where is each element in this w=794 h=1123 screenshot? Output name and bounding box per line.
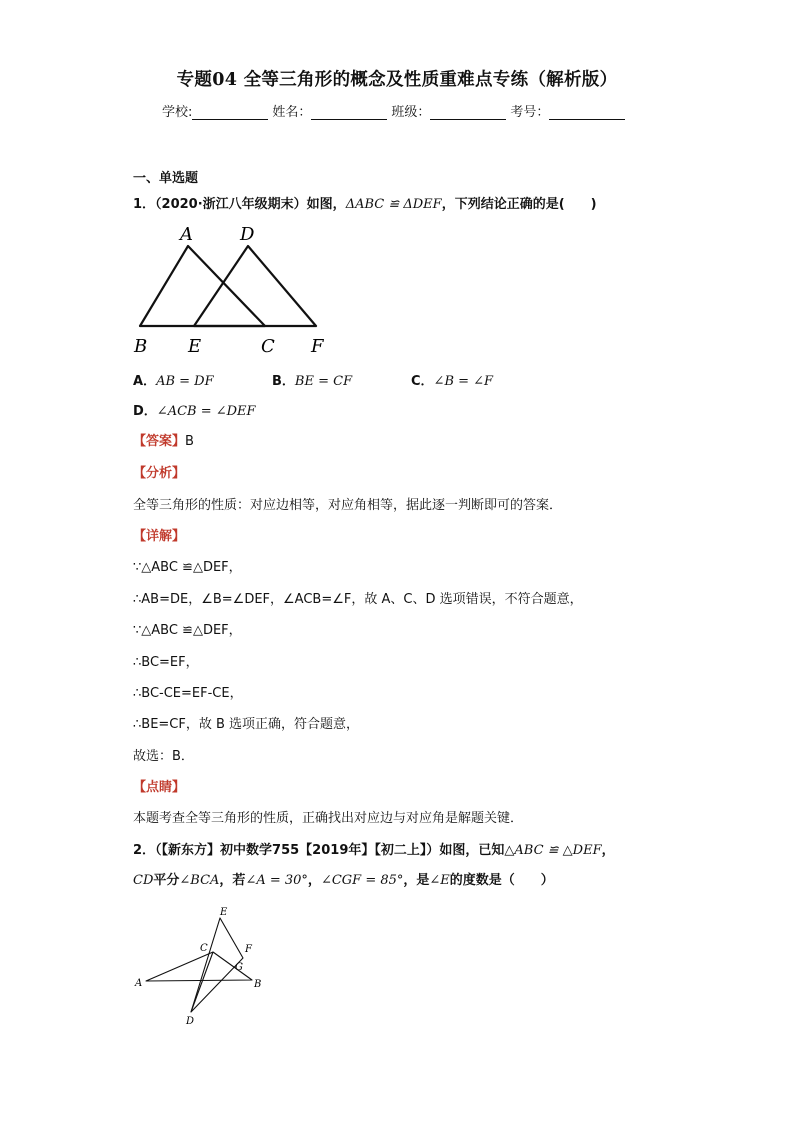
id-label: 考号： [510, 105, 550, 120]
q1-option-c-key: C． [411, 374, 434, 389]
q2-text-end: 的度数是（ ） [449, 873, 554, 888]
q1-source: （2020·浙江八年级期末） [155, 197, 307, 212]
q1-step: ∴BC-CE=EF-CE， [133, 686, 243, 701]
q2-formula: △ABC ≌ △DEF [504, 843, 602, 858]
school-label: 学校: [162, 105, 193, 120]
q2-text-then: ，是 [403, 873, 430, 888]
q1-step: 故选：B． [133, 749, 194, 764]
q2-text-bisect: 平分 [153, 873, 180, 888]
q2-label-b: B [254, 979, 262, 990]
q1-analysis-text: 全等三角形的性质：对应边相等，对应角相等，据此逐一判断即可的答案． [133, 498, 563, 513]
q2-stem-line1 [133, 839, 615, 858]
q2-text-a: 如图，已知 [439, 843, 505, 858]
q1-option-d-value: ∠ACB = ∠DEF [156, 404, 256, 419]
name-blank[interactable] [311, 105, 387, 120]
q1-option-a-key: A． [133, 374, 157, 389]
q1-option-b-key: B． [272, 374, 295, 389]
q1-step: ∴BE=CF，故 B 选项正确，符合题意， [133, 717, 360, 732]
q2-source: （【新东方】初中数学755【2019年】【初二上】） [155, 843, 440, 858]
q2-text-if: ，若 [219, 873, 246, 888]
page-title: 专题04 全等三角形的概念及性质重难点专练（解析版） [176, 70, 618, 90]
q1-text-a: 如图， [306, 197, 346, 212]
q2-number: 2． [133, 843, 156, 858]
q1-label-a: A [180, 224, 193, 245]
q1-figure [128, 218, 338, 358]
q1-analysis-label: 【分析】 [133, 466, 186, 481]
q2-cd: CD [133, 873, 154, 888]
q1-step: ∴BC=EF， [133, 655, 199, 670]
q1-step: ∵△ABC ≌△DEF， [133, 560, 242, 575]
q2-angle-bca: ∠BCA [179, 873, 220, 888]
q2-figure [128, 900, 273, 1030]
student-info-line [162, 101, 629, 120]
q1-step: ∴AB=DE，∠B=∠DEF，∠ACB=∠F，故 A、C、D 选项错误，不符合题意， [133, 592, 583, 607]
q2-angle-a: ∠A = 30° [245, 873, 308, 888]
q1-option-c[interactable] [411, 370, 493, 389]
id-blank[interactable] [549, 105, 625, 120]
q1-step: ∵△ABC ≌△DEF， [133, 623, 242, 638]
class-label: 班级： [391, 105, 431, 120]
q2-label-g: G [235, 962, 243, 973]
q2-label-c: C [200, 943, 208, 954]
q2-angle-e: ∠E [429, 873, 450, 888]
q1-formula: ΔABC ≌ ΔDEF [345, 197, 442, 212]
q1-label-c: C [261, 336, 275, 357]
q1-number: 1． [133, 197, 156, 212]
name-label: 姓名： [272, 105, 312, 120]
q1-text-b: ，下列结论正确的是( ) [441, 197, 597, 212]
segment-cd [191, 952, 213, 1012]
q1-option-d-key: D． [133, 404, 157, 419]
q2-label-d: D [186, 1016, 195, 1027]
q1-option-b-value: BE = CF [294, 374, 353, 389]
q2-label-f: F [245, 944, 252, 955]
q2-label-a: A [135, 978, 143, 989]
q1-option-c-value: ∠B = ∠F [433, 374, 494, 389]
q1-option-a[interactable] [133, 370, 214, 389]
school-blank[interactable] [192, 105, 268, 120]
q1-label-e: E [188, 336, 202, 357]
q1-option-a-value: AB = DF [156, 374, 214, 389]
q1-comment-label: 【点睛】 [133, 780, 186, 795]
q1-label-f: F [311, 336, 324, 357]
q1-comment-text: 本题考查全等三角形的性质，正确找出对应边与对应角是解题关键． [133, 811, 524, 826]
q1-detail-label: 【详解】 [133, 529, 186, 544]
q1-label-b: B [134, 336, 148, 357]
section-title: 一、单选题 [133, 171, 199, 186]
q2-angle-cgf: ∠CGF = 85° [320, 873, 404, 888]
q1-answer-label: 【答案】 [133, 434, 186, 449]
q1-stem [133, 193, 597, 212]
class-blank[interactable] [430, 105, 506, 120]
triangle-def [194, 246, 316, 326]
q1-label-d: D [240, 224, 255, 245]
q2-comma: ， [307, 873, 321, 888]
q2-label-e: E [220, 907, 228, 918]
q1-answer-value: B [185, 434, 194, 449]
q1-answer [133, 430, 194, 449]
q2-stem-line2 [133, 869, 554, 888]
q2-text-b: ， [601, 843, 615, 858]
q1-option-d[interactable] [133, 400, 256, 419]
q1-option-b[interactable] [272, 370, 352, 389]
